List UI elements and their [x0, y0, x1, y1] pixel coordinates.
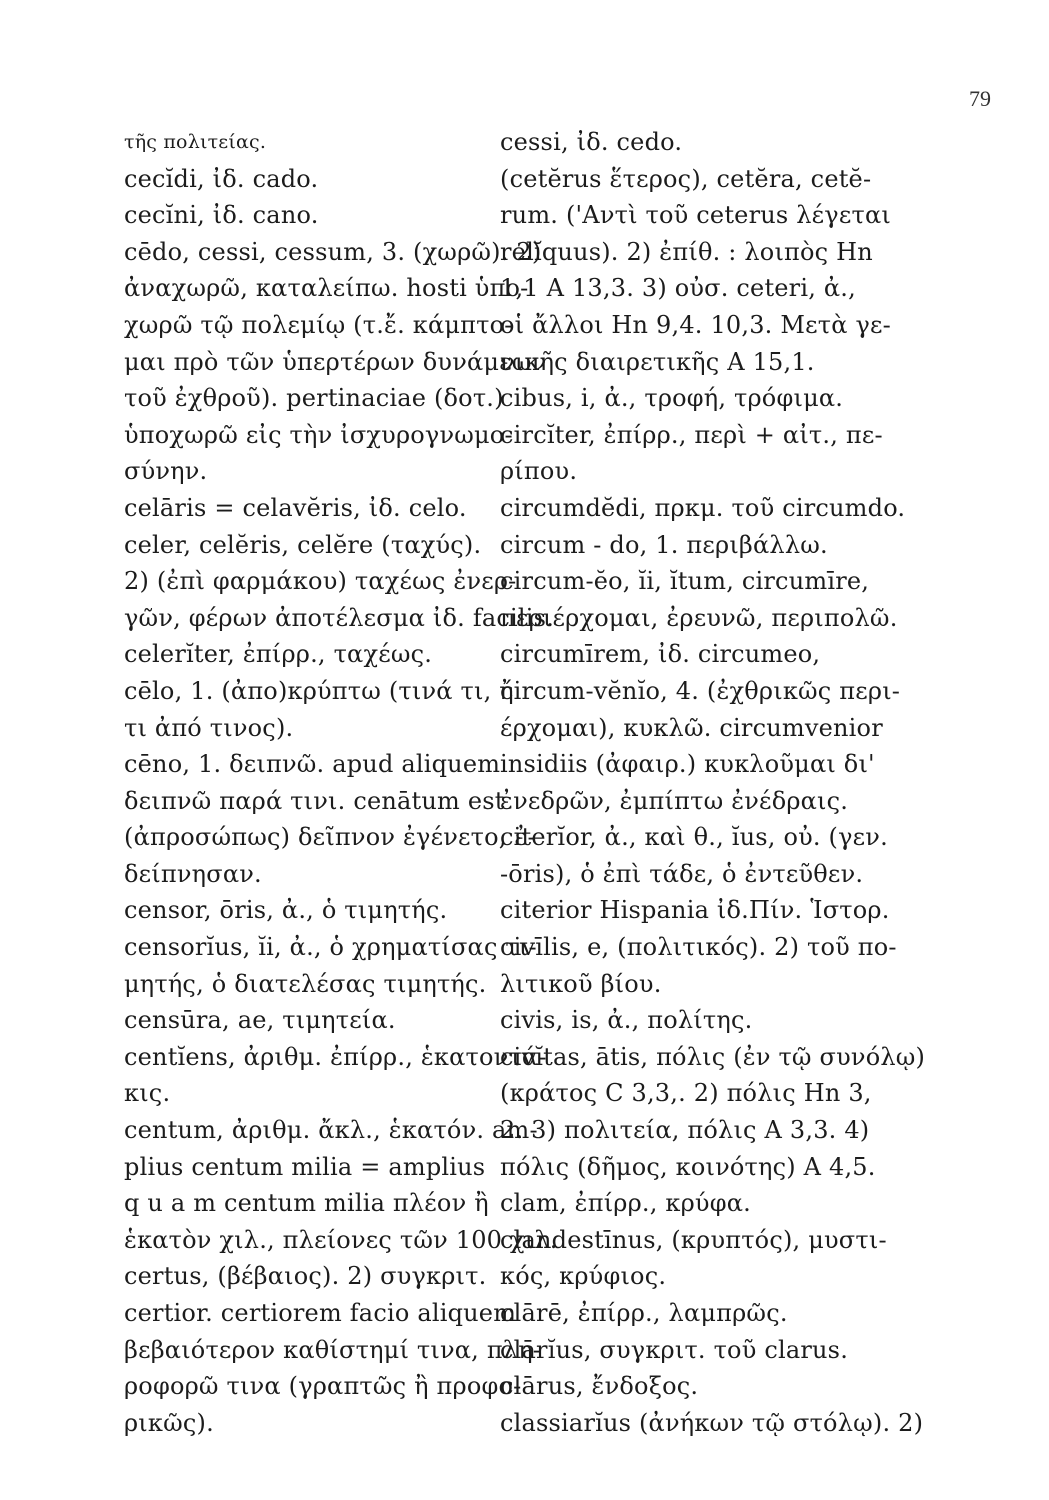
dictionary-line: circum-ĕo, ĭi, ĭtum, circumīre, [500, 567, 870, 596]
dictionary-line: clandestīnus, (κρυπτός), μυστι- [500, 1225, 887, 1254]
dictionary-line: έρχομαι), κυκλῶ. circumvenior [500, 713, 883, 742]
dictionary-line: circumdĕdi, πρκμ. τοῦ circumdo. [500, 493, 906, 522]
dictionary-line: τοῦ ἐχθροῦ). pertinaciae (δοτ.) [124, 384, 504, 413]
dictionary-line: ρικῶς). [124, 1408, 214, 1437]
dictionary-line: relĭquus). 2) ἐπίθ. : λοιπὸς Hn [500, 237, 873, 266]
dictionary-line: citerior Hispania ἰδ.Πίν. Ἱστορ. [500, 896, 890, 925]
dictionary-line: clam, ἐπίρρ., κρύφα. [500, 1189, 751, 1218]
dictionary-line: censorĭus, ĭi, ἀ., ὁ χρηματίσας τι- [124, 933, 537, 962]
dictionary-line: χωρῶ τῷ πολεμίῳ (τ.ἔ. κάμπτο- [124, 310, 513, 339]
dictionary-line: celāris = celavĕris, ἰδ. celo. [124, 493, 467, 522]
dictionary-line: centum, ἀριθμ. ἄκλ., ἑκατόν. am- [124, 1116, 538, 1145]
dictionary-line: censor, ōris, ἀ., ὁ τιμητής. [124, 896, 448, 925]
dictionary-line: ἑκατὸν χιλ., πλείονες τῶν 100 χιλ. [124, 1225, 558, 1254]
dictionary-line: insidiis (ἀφαιρ.) κυκλοῦμαι δι' [500, 750, 875, 779]
dictionary-line: (ἀπροσώπως) δεῖπνον ἐγένετο, ἐ- [124, 823, 536, 852]
dictionary-line: δείπνησαν. [124, 859, 262, 888]
dictionary-line: ὑποχωρῶ εἰς τὴν ἰσχυρογνωμο- [124, 420, 513, 449]
dictionary-line: clārē, ἐπίρρ., λαμπρῶς. [500, 1299, 788, 1327]
dictionary-line: ρίπου. [500, 457, 578, 486]
dictionary-line: classiarĭus (ἀνήκων τῷ στόλῳ). 2) [500, 1408, 924, 1437]
dictionary-line: τι ἀπό τινος). [124, 713, 294, 742]
dictionary-line: cibus, i, ἀ., τροφή, τρόφιμα. [500, 384, 844, 413]
dictionary-line: νικῆς διαιρετικῆς A 15,1. [500, 347, 815, 376]
dictionary-line: τῆς πολιτείας. [124, 131, 267, 153]
right-column [500, 124, 940, 1441]
dictionary-line: citerĭor, ἀ., καὶ θ., ĭus, οὐ. (γεν. [500, 823, 888, 852]
dictionary-line: πόλις (δῆμος, κοινότης) A 4,5. [500, 1152, 876, 1181]
dictionary-line: rum. ('Αντὶ τοῦ ceterus λέγεται [500, 201, 891, 230]
dictionary-line: ἐνεδρῶν, ἐμπίπτω ἐνέδραις. [500, 786, 849, 815]
dictionary-line: civīlis, e, (πολιτικός). 2) τοῦ πο- [500, 933, 897, 962]
dictionary-line: cessi, ἰδ. cedo. [500, 128, 683, 156]
dictionary-line: (κράτος C 3,3,. 2) πόλις Hn 3, [500, 1079, 872, 1108]
dictionary-line: civĭtas, ātis, πόλις (ἐν τῷ συνόλῳ) [500, 1042, 926, 1071]
dictionary-line: ἀναχωρῶ, καταλείπω. hosti ὑπο- [124, 274, 529, 303]
dictionary-line: (cetĕrus ἕτερος), cetĕra, cetĕ- [500, 164, 872, 193]
dictionary-line: centĭens, ἀριθμ. ἐπίρρ., ἑκατοντά- [124, 1042, 547, 1071]
dictionary-line: celer, celĕris, celĕre (ταχύς). [124, 530, 482, 559]
dictionary-line: βεβαιότερον καθίστημί τινα, πλη- [124, 1335, 542, 1364]
dictionary-line: περιέρχομαι, ἐρευνῶ, περιπολῶ. [500, 603, 898, 632]
dictionary-line: certior. certiorem facio aliquem [124, 1299, 517, 1327]
dictionary-line: κις. [124, 1079, 171, 1108]
dictionary-line: clārus, ἔνδοξος. [500, 1372, 699, 1401]
dictionary-line: -ōris), ὁ ἐπὶ τάδε, ὁ ἐντεῦθεν. [500, 859, 864, 888]
dictionary-line: cēlo, 1. (ἀπο)κρύπτω (τινά τι, ἤ [124, 676, 514, 705]
dictionary-line: γῶν, φέρων ἀποτέλεσμα ἰδ. facilis. [124, 603, 555, 632]
dictionary-line: ροφορῶ τινα (γραπτῶς ἢ προφο- [124, 1372, 522, 1401]
dictionary-line: οἱ ἄλλοι Hn 9,4. 10,3. Μετὰ γε- [500, 310, 891, 339]
dictionary-line: certus, (βέβαιος). 2) συγκριτ. [124, 1262, 487, 1291]
dictionary-line: celerĭter, ἐπίρρ., ταχέως. [124, 640, 433, 669]
dictionary-line: δειπνῶ παρά τινι. cenātum est [124, 786, 505, 815]
dictionary-line: 2) (ἐπὶ φαρμάκου) ταχέως ἐνερ- [124, 567, 517, 596]
dictionary-line: cēno, 1. δειπνῶ. apud aliquem [124, 750, 501, 779]
dictionary-line: clārĭus, συγκριτ. τοῦ clarus. [500, 1335, 849, 1364]
dictionary-line: q u a m centum milia πλέον ἢ [124, 1189, 489, 1218]
dictionary-line: 2. 3) πολιτεία, πόλις A 3,3. 4) [500, 1116, 870, 1145]
dictionary-line: censūra, ae, τιμητεία. [124, 1006, 396, 1035]
dictionary-line: civis, is, ἀ., πολίτης. [500, 1006, 753, 1035]
dictionary-line: μητής, ὁ διατελέσας τιμητής. [124, 969, 487, 998]
dictionary-line: λιτικοῦ βίου. [500, 969, 662, 998]
dictionary-line: circumīrem, ἰδ. circumeo, [500, 640, 821, 669]
dictionary-line: cecĭdi, ἰδ. cado. [124, 164, 319, 193]
dictionary-line: cēdo, cessi, cessum, 3. (χωρῶ). 2) [124, 237, 542, 266]
dictionary-line: circum - do, 1. περιβάλλω. [500, 530, 828, 559]
dictionary-line: σύνην. [124, 457, 208, 486]
dictionary-line: 1,1 A 13,3. 3) οὐσ. ceteri, ἀ., [500, 274, 856, 303]
dictionary-line: circĭter, ἐπίρρ., περὶ + αἰτ., πε- [500, 420, 883, 449]
dictionary-line: cecĭni, ἰδ. cano. [124, 201, 319, 230]
dictionary-line: circum-vĕnĭo, 4. (ἐχθρικῶς περι- [500, 676, 901, 705]
dictionary-line: μαι πρὸ τῶν ὑπερτέρων δυνάμεων [124, 347, 547, 376]
page-number: 79 [969, 86, 991, 111]
dictionary-line: plius centum milia = amplius [124, 1152, 486, 1181]
dictionary-line: κός, κρύφιος. [500, 1262, 667, 1291]
